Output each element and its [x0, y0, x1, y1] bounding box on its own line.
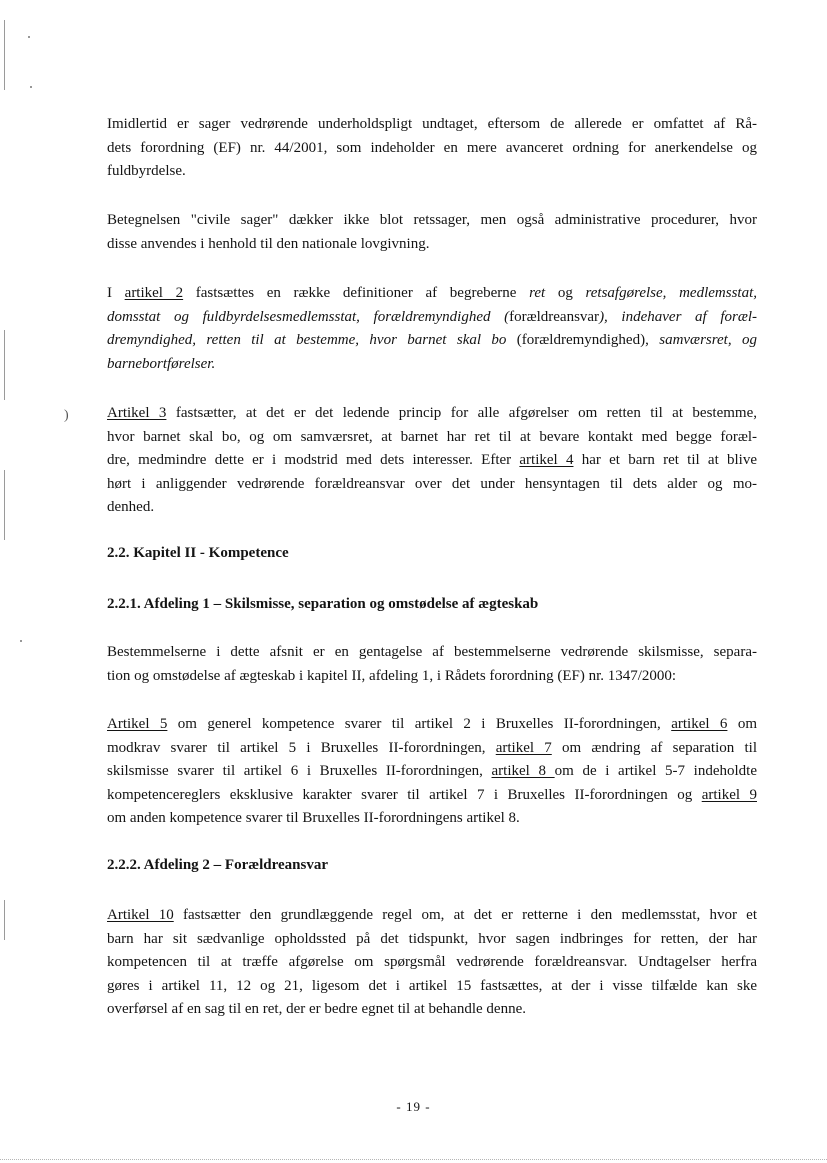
scan-speck [30, 86, 32, 88]
scan-edge-artifact [4, 20, 5, 90]
text-line: tion og omstødelse af ægteskab i kapitel II, afdeling 1, i Rådets forordning (EF) nr. 1347/2000: [107, 667, 677, 684]
text-line: barnebortførelser. [107, 355, 216, 372]
text-line: disse anvendes i henhold til den nationale lovgivning. [107, 235, 430, 252]
text-line [107, 737, 757, 761]
text-run: dremyndighed, retten til at bestemme, hvor barnet skal bo [107, 332, 507, 348]
text-line: denhed. [107, 499, 155, 515]
text-line: hørt i anliggender vedrørende forældreansvar over det under hensyntagen til dets alder og mo- [107, 475, 757, 492]
text-run: ret [529, 285, 546, 301]
artikel-3-link[interactable]: Artikel 3 [107, 405, 167, 421]
paragraph-6 [107, 713, 757, 831]
text-run: modkrav svarer til artikel 5 i Bruxelles II-forordningen, [107, 739, 496, 756]
paragraph-1 [107, 113, 757, 184]
paragraph-5 [107, 641, 757, 688]
text-run: ), indehaver af foræl- [599, 308, 757, 325]
text-line: Bestemmelserne i dette afsnit er en gentagelse af bestemmelserne vedrørende skilsmisse, separa- [107, 644, 757, 660]
text-line: kompetencen til at træffe afgørelse om spørgsmål vedrørende forældreansvar. Undtagelser herfra [107, 954, 757, 970]
paragraph-3 [107, 282, 757, 376]
artikel-2-link[interactable]: artikel 2 [124, 285, 184, 301]
paragraph-4 [107, 402, 757, 520]
artikel-8-link[interactable]: artikel 8 [491, 763, 555, 779]
text-line: om anden kompetence svarer til Bruxelles II-forordningens artikel 8. [107, 810, 520, 826]
text-run: skilsmisse svarer til artikel 6 i Bruxelles II-forordningen, [107, 763, 492, 779]
artikel-10-link[interactable]: Artikel 10 [107, 907, 174, 923]
text-run: om generel kompetence svarer til artikel 2 i Bruxelles II-forordningen, [167, 716, 672, 732]
text-run: (forældremyndighed), [506, 332, 660, 348]
scan-bottom-edge [0, 1159, 827, 1161]
text-line [107, 402, 757, 426]
text-line [107, 449, 757, 473]
text-line [107, 713, 757, 737]
artikel-5-link[interactable]: Artikel 5 [107, 716, 168, 732]
artikel-6-link[interactable]: artikel 6 [671, 716, 728, 732]
scan-edge-artifact [4, 470, 5, 540]
page-number: - 19 - [396, 1099, 431, 1114]
text-line: Imidlertid er sager vedrørende underholdspligt undtaget, eftersom de allerede er omfattet af Rå- [107, 116, 757, 132]
section-heading: 2.2. Kapitel II - Kompetence [107, 545, 289, 561]
text-line: Betegnelsen "civile sager" dækker ikke blot retssager, men også administrative procedurer, hvor [107, 212, 757, 228]
text-line [107, 904, 757, 928]
paragraph-7 [107, 904, 757, 1022]
text-run: dre, medmindre dette er i modstrid med dets interesser. Efter [107, 452, 520, 468]
text-run: fastsætter den grundlæggende regel om, at det er retterne i den medlemsstat, hvor et [173, 907, 757, 923]
text-line [107, 784, 757, 808]
margin-mark: ) [64, 408, 69, 423]
scan-edge-artifact [4, 330, 5, 400]
text-run: fastsættes en række definitioner af begreberne [183, 285, 530, 301]
text-line: barn har sit sædvanlige opholdssted på det tidspunkt, hvor sagen indbringes for retten, der har [107, 930, 757, 947]
artikel-7-link[interactable]: artikel 7 [495, 739, 552, 756]
text-run: I [107, 285, 125, 301]
text-run: kompetencereglers eksklusive karakter svarer til artikel 7 i Bruxelles II-forordningen og [107, 786, 702, 803]
text-run: om ændring af separation til [551, 739, 757, 756]
text-run: og [545, 285, 586, 301]
text-line: gøres i artikel 11, 12 og 21, ligesom det i artikel 15 fastsættes, at der i visse tilfælde kan ske [107, 977, 757, 994]
text-run: domsstat og fuldbyrdelsesmedlemsstat, forældremyndighed ( [107, 308, 510, 325]
scan-edge-artifact [4, 900, 5, 940]
text-line [107, 760, 757, 784]
text-run: samværsret, og [659, 332, 757, 348]
text-run: har et barn ret til at blive [573, 452, 757, 468]
subsection-heading: 2.2.2. Afdeling 2 – Forældreansvar [107, 857, 328, 873]
text-line: overførsel af en sag til en ret, der er bedre egnet til at behandle denne. [107, 1001, 526, 1017]
text-run: retsafgørelse, medlemsstat, [585, 285, 757, 301]
text-run: om de i artikel 5-7 indeholdte [554, 763, 757, 779]
text-run: om [727, 716, 757, 732]
text-line [107, 282, 757, 306]
text-line [107, 329, 757, 353]
artikel-9-link[interactable]: artikel 9 [701, 786, 757, 803]
text-line: dets forordning (EF) nr. 44/2001, som indeholder en mere avanceret ordning for anerkendelse og [107, 139, 757, 156]
scan-speck [20, 640, 22, 642]
text-line: hvor barnet skal bo, og om samværsret, at barnet har ret til at bevare kontakt med begge foræl- [107, 428, 757, 445]
text-line: fuldbyrdelse. [107, 163, 186, 179]
text-line [107, 306, 757, 330]
text-run: fastsætter, at det er det ledende princip for alle afgørelser om retten til at bestemme, [166, 405, 757, 421]
artikel-4-link[interactable]: artikel 4 [519, 452, 574, 468]
paragraph-2 [107, 209, 757, 256]
scan-speck [28, 36, 30, 38]
subsection-heading: 2.2.1. Afdeling 1 – Skilsmisse, separation og omstødelse af ægteskab [107, 596, 539, 612]
text-run: forældreansvar [509, 308, 600, 325]
